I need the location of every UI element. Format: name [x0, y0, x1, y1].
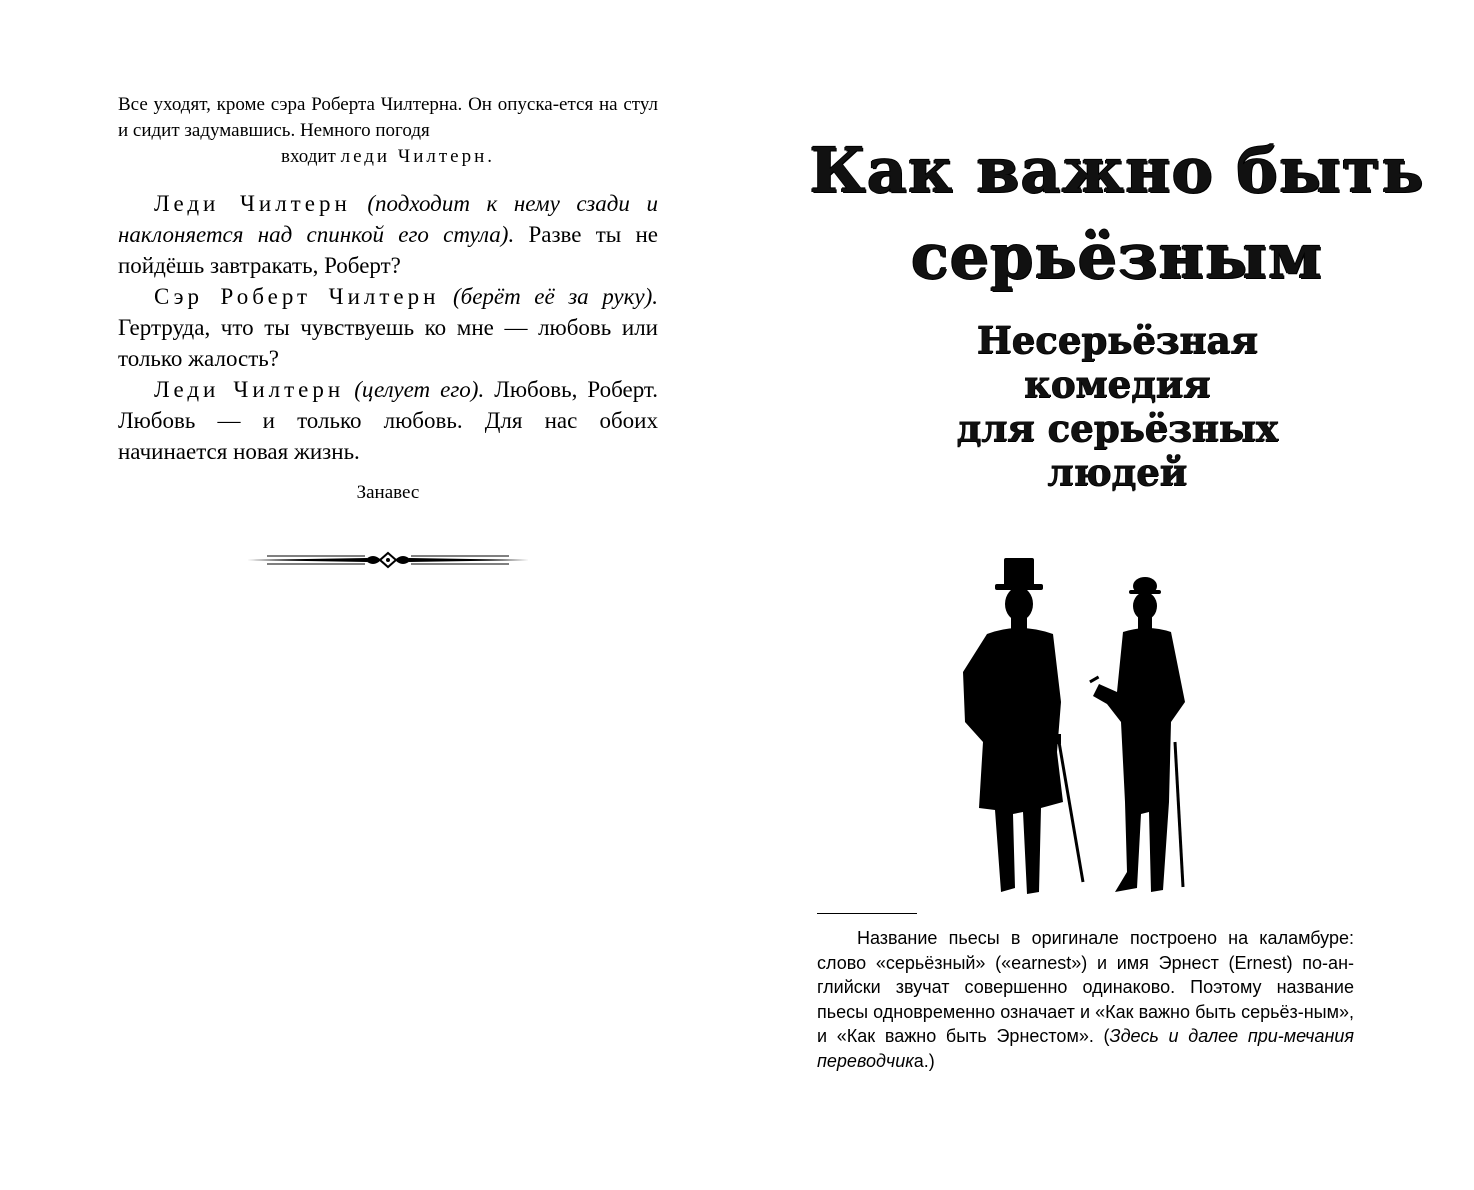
stage-direction-center [118, 144, 658, 170]
subtitle-line: комедия [1023, 362, 1211, 406]
stage-direction-enters: входит [281, 146, 336, 167]
footnote-text: Название пьесы в оригинале построено на каламбуре: слово «серьёзный» («earnest») и имя Эрнест (Ernest) по-ан-глийски звучат совершенно одинаково. Поэтому название пьесы одновременно означает и «Как важно быть серьёз-ным», и «Как важно быть Эрнестом». ( [817, 928, 1354, 1046]
right-page [737, 0, 1474, 1190]
footnote-italic-text: Здесь и далее при-мечания переводчик [817, 1026, 1354, 1071]
tall-man-silhouette [963, 558, 1083, 894]
dialogue-block [118, 188, 658, 467]
speaker-name: Леди Чилтерн [154, 191, 351, 216]
stage-direction-text: Все уходят, кроме сэра Роберта Чилтерна. Он опуска-ется на стул и сидит задумавшись. Немного погодя [118, 94, 658, 141]
line-text: Любовь, Роберт. Любовь — и только любовь. Для нас обоих начинается новая жизнь. [118, 377, 658, 464]
speaker-name: Леди Чилтерн [154, 377, 345, 402]
title-line: Как важно быть [809, 134, 1425, 207]
stage-remark: (берёт её за руку). [452, 284, 658, 309]
play-subtitle [837, 318, 1397, 494]
footnote-separator [817, 913, 917, 914]
line-text: Разве ты не пойдёшь завтракать, Роберт? [118, 222, 658, 278]
divider-ornament [247, 548, 529, 572]
subtitle-line: Несерьёзная [976, 318, 1258, 362]
dialogue-line [118, 281, 658, 374]
stage-remark: (подходит к нему сзади и наклоняется над спинкой его стула). [118, 191, 658, 247]
speaker-name: Сэр Роберт Чилтерн [154, 284, 440, 309]
dialogue-line [118, 188, 658, 281]
subtitle-line: для серьёзных [956, 406, 1278, 450]
dialogue-line [118, 374, 658, 467]
footnote [817, 926, 1354, 1073]
play-title [797, 128, 1437, 300]
curtain-text: Занавес [356, 482, 420, 503]
line-text: Гертруда, что ты чувствуешь ко мне — любовь или только жалость? [118, 315, 658, 371]
footnote-end: а.) [913, 1050, 935, 1071]
title-line: серьёзным [910, 220, 1324, 293]
subtitle-line: людей [1047, 450, 1187, 494]
gentlemen-silhouette-illustration [957, 552, 1217, 897]
stage-direction [118, 92, 658, 170]
stage-direction-character: леди Чилтерн. [340, 146, 495, 167]
short-man-silhouette [1089, 577, 1185, 892]
stage-remark: (целует его). [354, 377, 485, 402]
